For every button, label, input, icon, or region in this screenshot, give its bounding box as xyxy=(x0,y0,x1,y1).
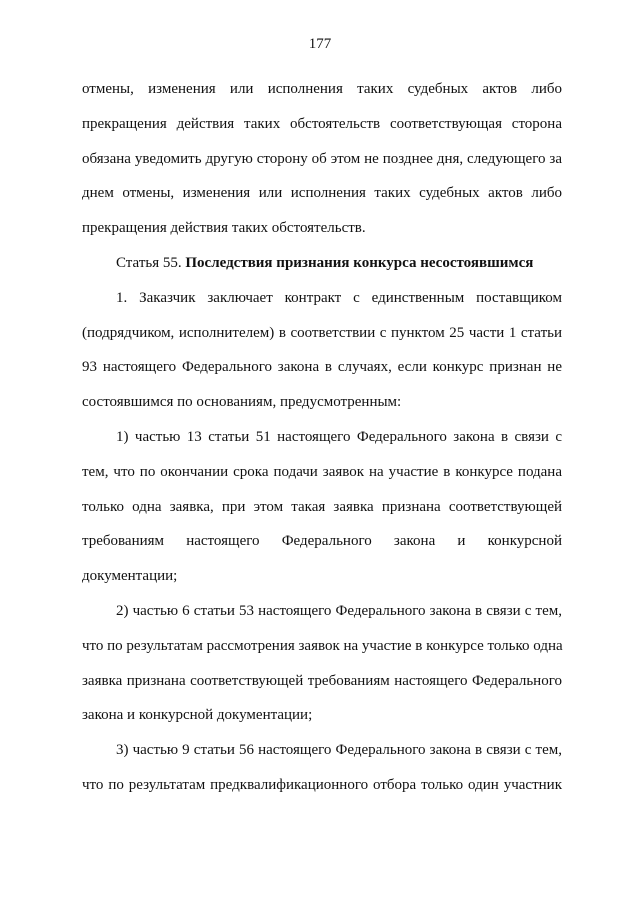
text-line: состоявшимся по основаниям, предусмотренным: xyxy=(82,394,402,411)
text-line: прекращения действия таких обстоятельств соответствующая сторона xyxy=(82,115,562,132)
text-line: отмены, изменения или исполнения таких судебных актов либо xyxy=(82,81,562,97)
text-line: обязана уведомить другую сторону об этом не позднее дня, следующего за xyxy=(82,150,562,167)
text-line: требованиям настоящего Федерального закона и конкурсной xyxy=(82,533,562,550)
paragraph-item-2 xyxy=(82,594,562,733)
text-line: днем отмены, изменения или исполнения таких судебных актов либо xyxy=(82,185,562,202)
text-line: заявка признана соответствующей требованиям настоящего Федерального xyxy=(82,672,562,689)
text-line: 1. Заказчик заключает контракт с единственным поставщиком xyxy=(116,289,562,306)
text-line: 93 настоящего Федерального закона в случаях, если конкурс признан не xyxy=(82,359,562,376)
text-line: что по результатам рассмотрения заявок на участие в конкурсе только одна xyxy=(82,637,563,654)
text-line: что по результатам предквалификационного отбора только один участник xyxy=(82,776,562,793)
paragraph-item-3 xyxy=(82,733,562,803)
article-title: Последствия признания конкурса несостоявшимся xyxy=(185,254,534,271)
text-line: 1) частью 13 статьи 51 настоящего Федерального закона в связи с xyxy=(116,428,562,445)
text-line: документации; xyxy=(82,568,178,585)
text-line: тем, что по окончании срока подачи заявок на участие в конкурсе подана xyxy=(82,463,562,480)
text-line: (подрядчиком, исполнителем) в соответствии с пунктом 25 части 1 статьи xyxy=(82,324,562,341)
text-line: закона и конкурсной документации; xyxy=(82,707,313,724)
document-body xyxy=(82,72,562,803)
article-label: Статья 55. xyxy=(116,254,182,271)
paragraph-clause-1 xyxy=(82,281,562,420)
paragraph-continuation xyxy=(82,72,562,246)
article-heading xyxy=(82,246,562,281)
text-line: только одна заявка, при этом такая заявка признана соответствующей xyxy=(82,498,562,515)
paragraph-item-1 xyxy=(82,420,562,594)
page-number: 177 xyxy=(308,36,332,52)
text-line: прекращения действия таких обстоятельств. xyxy=(82,220,366,237)
text-line: 2) частью 6 статьи 53 настоящего Федерального закона в связи с тем, xyxy=(116,602,562,619)
text-line: 3) частью 9 статьи 56 настоящего Федерального закона в связи с тем, xyxy=(116,742,562,759)
